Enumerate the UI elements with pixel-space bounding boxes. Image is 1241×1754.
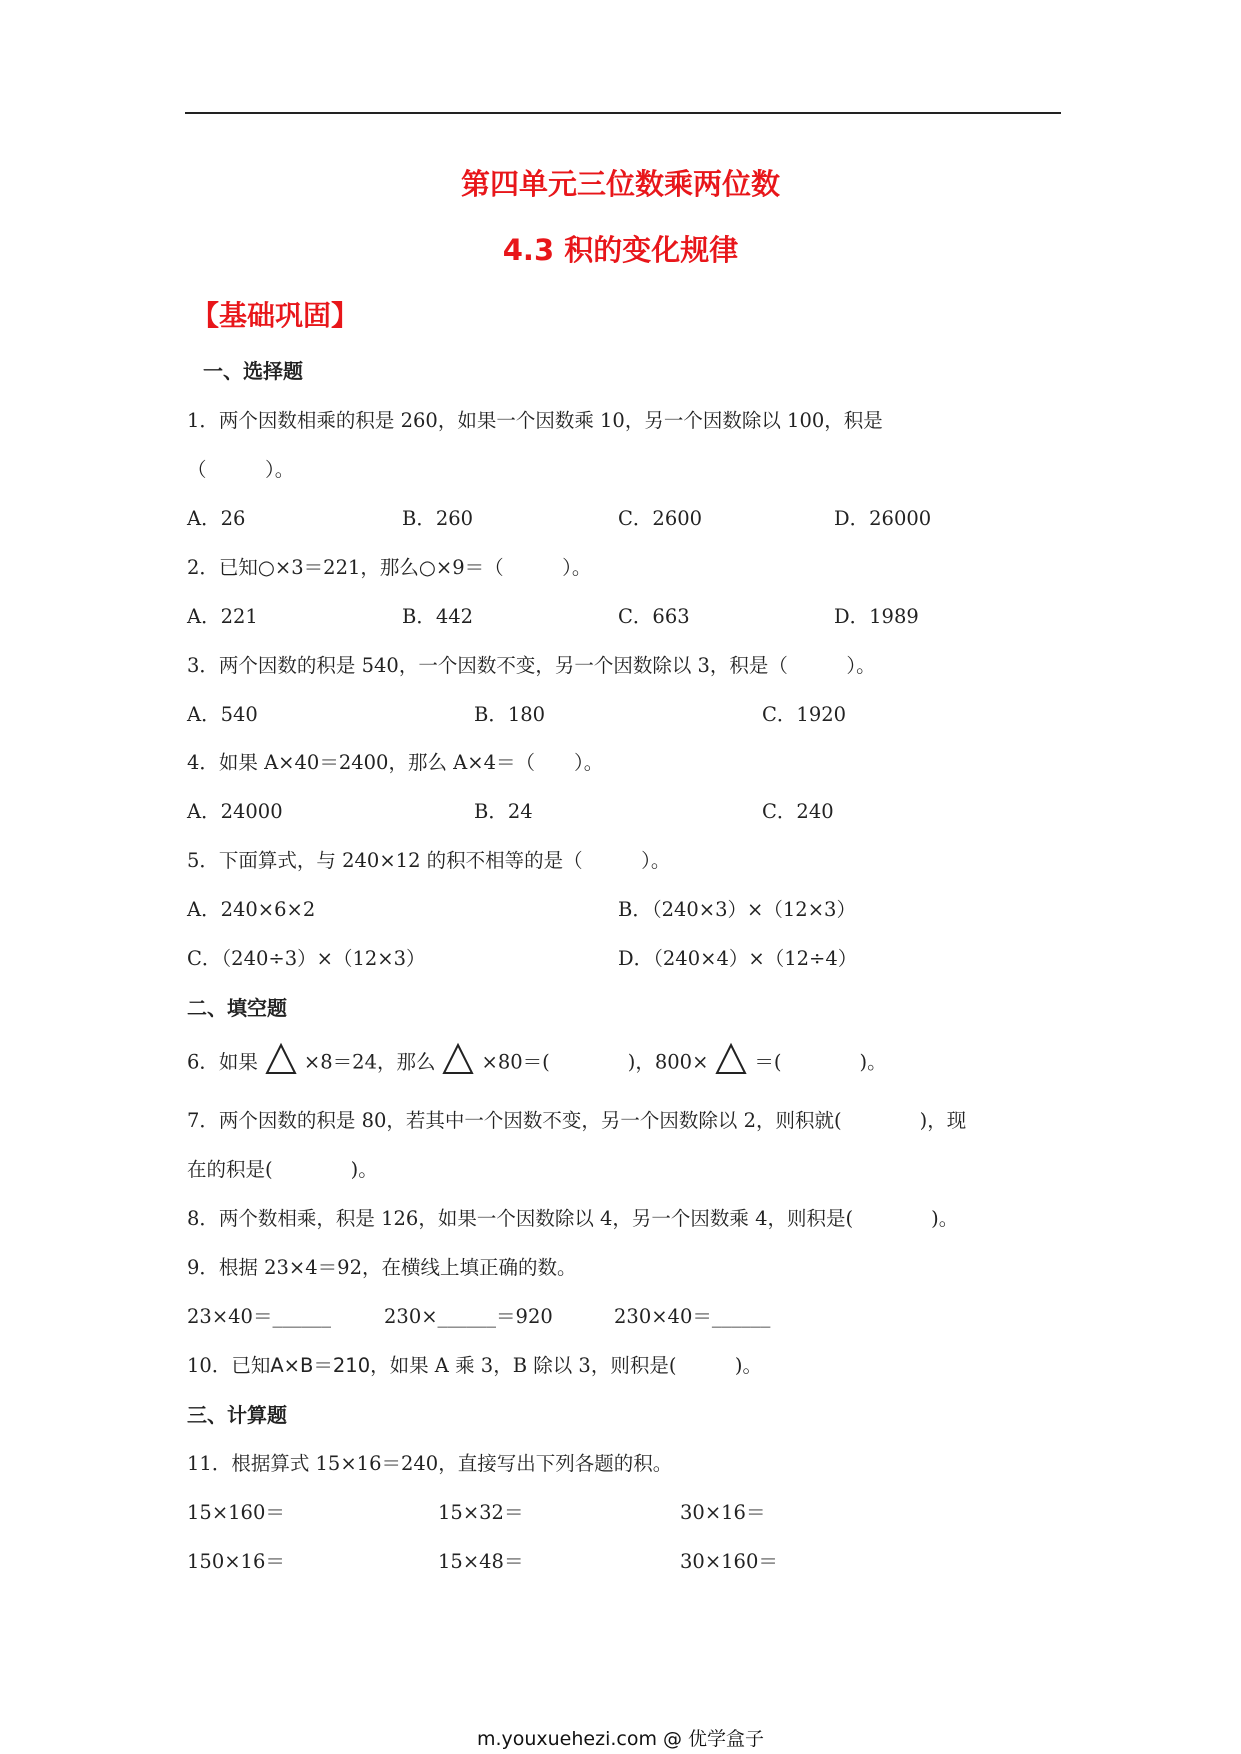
- question-4-option-c: C．240: [762, 800, 834, 823]
- question-10-formula: A×B＝210: [270, 1354, 371, 1377]
- question-4: 4．如果 A×40＝2400，那么 A×4＝（ ）。: [187, 751, 604, 774]
- question-2-option-c: C．663: [618, 605, 690, 628]
- question-6-part1: 6．如果: [187, 1050, 258, 1074]
- section-heading-calc: 三、计算题: [187, 1403, 287, 1427]
- question-1-option-a: A．26: [187, 507, 246, 530]
- question-6: [187, 1046, 887, 1080]
- question-11-r1-c1: 15×160＝: [187, 1501, 285, 1524]
- question-11-r2-c3: 30×160＝: [680, 1550, 778, 1573]
- question-2-option-d: D．1989: [834, 605, 919, 628]
- question-3-option-b: B．180: [474, 703, 546, 726]
- question-11: 11．根据算式 15×16＝240，直接写出下列各题的积。: [187, 1452, 673, 1475]
- triangle-icon: [714, 1042, 748, 1076]
- question-6-part2: ×8＝24，那么: [303, 1050, 436, 1074]
- footer-watermark: m.youxuehezi.com @ 优学盒子: [476, 1728, 765, 1750]
- question-11-r2-c1: 150×16＝: [187, 1550, 285, 1573]
- question-8: 8．两个数相乘，积是 126，如果一个因数除以 4，另一个因数乘 4，则积是( )。: [187, 1207, 959, 1230]
- question-9: 9．根据 23×4＝92，在横线上填正确的数。: [187, 1256, 577, 1279]
- question-3-option-c: C．1920: [762, 703, 847, 726]
- question-1-line2: （ ）。: [187, 458, 295, 481]
- question-5: 5．下面算式，与 240×12 的积不相等的是（ ）。: [187, 849, 671, 872]
- triangle-icon: [264, 1042, 298, 1076]
- question-9-item-3: 230×40＝______: [614, 1305, 771, 1328]
- section-heading-fill: 二、填空题: [187, 996, 287, 1020]
- question-7-line2: 在的积是( )。: [187, 1158, 378, 1181]
- question-2: 2．已知○×3＝221，那么○×9＝（ ）。: [187, 556, 592, 579]
- question-4-option-a: A．24000: [187, 800, 283, 823]
- question-2-option-b: B．442: [402, 605, 474, 628]
- question-10-suffix: ，如果 A 乘 3，B 除以 3，则积是( )。: [370, 1354, 763, 1377]
- question-5-option-d: D．（240×4）×（12÷4）: [618, 947, 858, 970]
- question-4-option-b: B．24: [474, 800, 533, 823]
- question-5-option-c: C．（240÷3）×（12×3）: [187, 947, 426, 970]
- question-6-part4: ＝( )。: [754, 1050, 887, 1074]
- question-9-item-1: 23×40＝______: [187, 1305, 331, 1328]
- question-11-r2-c2: 15×48＝: [438, 1550, 524, 1573]
- question-2-option-a: A．221: [187, 605, 258, 628]
- question-7-line1: 7．两个因数的积是 80，若其中一个因数不变，另一个因数除以 2，则积就( )，现: [187, 1109, 967, 1132]
- question-1-option-b: B．260: [402, 507, 474, 530]
- question-3-option-a: A．540: [187, 703, 258, 726]
- question-10: [187, 1350, 762, 1378]
- question-1-line1: 1．两个因数相乘的积是 260，如果一个因数乘 10，另一个因数除以 100，积是: [187, 409, 883, 432]
- question-5-option-b: B．（240×3）×（12×3）: [618, 898, 856, 921]
- page-title: 第四单元三位数乘两位数: [460, 167, 780, 201]
- triangle-icon: [441, 1042, 475, 1076]
- question-11-r1-c3: 30×16＝: [680, 1501, 766, 1524]
- page-subtitle: 4.3 积的变化规律: [502, 233, 739, 267]
- question-6-part3: ×80＝( )，800×: [481, 1050, 709, 1074]
- header-rule: [185, 112, 1061, 114]
- section-tag: 【基础巩固】: [191, 299, 360, 332]
- section-heading-choice: 一、选择题: [203, 359, 303, 383]
- question-5-option-a: A．240×6×2: [187, 898, 316, 921]
- question-9-item-2: 230×______＝920: [384, 1305, 553, 1328]
- question-1-option-d: D．26000: [834, 507, 932, 530]
- question-1-option-c: C．2600: [618, 507, 703, 530]
- question-3: 3．两个因数的积是 540，一个因数不变，另一个因数除以 3，积是（ ）。: [187, 654, 876, 677]
- question-10-prefix: 10．已知: [187, 1354, 271, 1377]
- question-11-r1-c2: 15×32＝: [438, 1501, 524, 1524]
